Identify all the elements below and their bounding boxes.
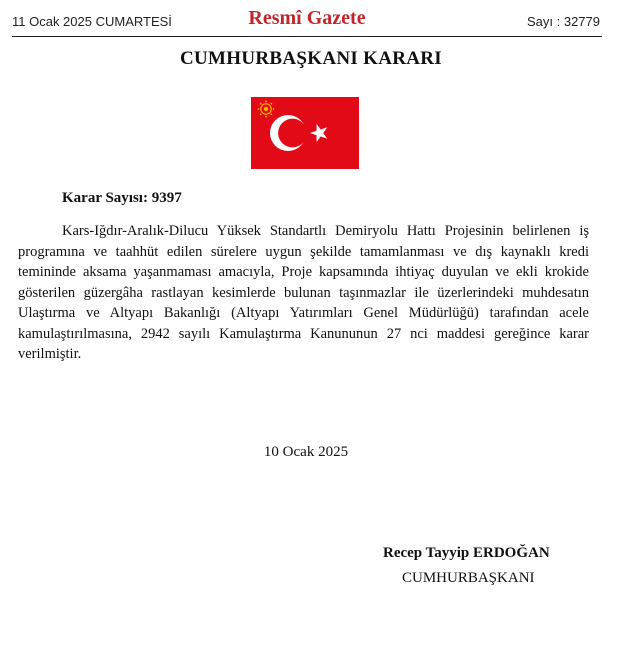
gazette-header — [12, 6, 602, 37]
issue-date: 11 Ocak 2025 CUMARTESİ — [12, 14, 172, 29]
issue-number: Sayı : 32779 — [527, 14, 600, 29]
decision-number: Karar Sayısı: 9397 — [62, 190, 182, 206]
decree-title: CUMHURBAŞKANI KARARI — [180, 48, 442, 69]
gazette-name: Resmî Gazete — [248, 7, 366, 29]
signer-name: Recep Tayyip ERDOĞAN — [383, 545, 550, 561]
decree-body-text: Kars-Iğdır-Aralık-Dilucu Yüksek Standartlı Demiryolu Hattı Projesinin belirlenen iş programına ve taahhüt edilen sürelere uygun şekilde tamamlanması ve dış kaynaklı kredi temininde aksama yaşanmaması amacıyla, Proje kapsamında ihtiyaç duyulan ve ekli krokide gösterilen güzergâha rastlayan kesimlerde bulunan taşınmazlar ile üzerlerindeki muhdesatın Ulaştırma ve Altyapı Bakanlığı (Altyapı Yatırımları Genel Müdürlüğü) tarafından acele kamulaştırılmasına, 2942 sayılı Kamulaştırma Kanununun 27 nci maddesi gereğince karar verilmiştir. — [18, 223, 589, 362]
turkish-flag-icon — [251, 97, 359, 169]
signer-title: CUMHURBAŞKANI — [402, 570, 535, 586]
signature-date: 10 Ocak 2025 — [263, 444, 349, 460]
